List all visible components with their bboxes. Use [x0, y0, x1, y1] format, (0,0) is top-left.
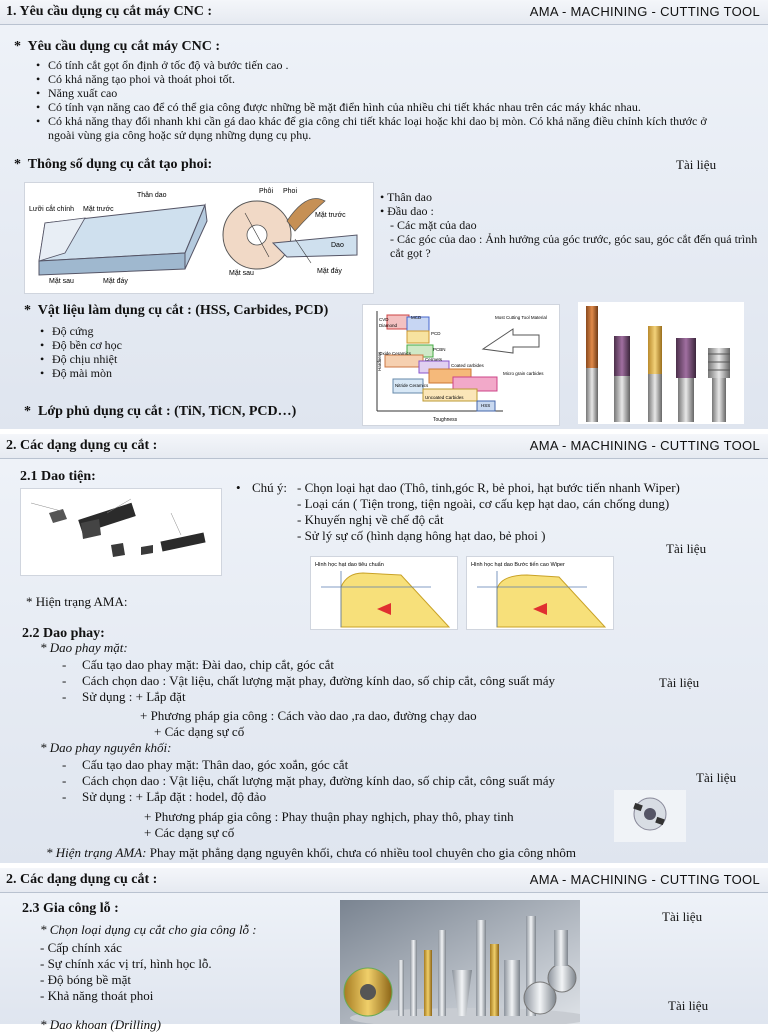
params-note: • Thân dao — [380, 190, 432, 204]
note-item: - Loại cán ( Tiện trong, tiện ngoài, cơ cấu kẹp hạt dao, cán chống dung) — [297, 496, 670, 511]
turning-title: 2.1 Dao tiện: — [20, 469, 96, 484]
params-notes — [380, 190, 760, 260]
note-item: - Chọn loại hạt dao (Thô, tinh,góc R, bẻ phoi, hạt bước tiến nhanh Wiper) — [297, 480, 680, 495]
list-item: - Khả năng thoát phoi — [40, 988, 154, 1003]
list-item: - Cấu tạo dao phay mặt: Đài dao, chip cắt, góc cắt — [62, 657, 662, 673]
chart-label: PCD — [431, 331, 441, 336]
note-label: Chú ý: — [252, 480, 288, 495]
params-note: • Đầu dao : — [380, 204, 434, 218]
list-item: • Có khả năng thay đổi nhanh khi cần gá dao khác để gia công chi tiết khác loại hoặc khi dao bị mòn. Có khả năng điều chỉnh kích thước ở ngoài vùng gia công hoặc sử dụng những dụng cụ phụ. — [36, 114, 736, 142]
chart-label: Diamond — [379, 323, 398, 328]
tai-lieu-link[interactable]: Tài liệu — [659, 675, 700, 690]
chart-label: Oxide Ceramics — [379, 351, 412, 356]
chart-label: CVD — [379, 317, 389, 322]
face-mill-title: * Dao phay mặt: — [40, 640, 128, 655]
params-title: * Thông số dụng cụ cắt tạo phoi: — [14, 157, 213, 172]
diagram-label: Thân dao — [137, 192, 167, 199]
ama-status-milling — [46, 845, 576, 861]
list-item: - Sự chính xác vị trí, hình học lỗ. — [40, 956, 212, 971]
section2-brand: AMA - MACHINING - CUTTING TOOL — [529, 438, 760, 453]
material-title: * Vật liệu làm dụng cụ cắt : (HSS, Carbides, PCD) — [24, 303, 329, 318]
star-bullet-icon: * — [24, 404, 31, 419]
turning-tool-svg — [21, 489, 221, 575]
diagram-label: Mặt sau — [229, 270, 254, 277]
list-item: - Độ bóng bề mặt — [40, 972, 131, 987]
end-mills-svg — [578, 302, 744, 424]
section1-header — [0, 0, 768, 25]
diagram-label: Lưỡi cắt chính — [29, 206, 75, 213]
star-bullet-icon: * — [14, 39, 21, 54]
section3-title: 2. Các dạng dụng cụ cắt : — [6, 872, 158, 887]
material-list — [40, 324, 240, 380]
bullet-dot-icon: • — [236, 480, 241, 495]
hole-subtitle: * Chọn loại dụng cụ cắt cho gia công lỗ : — [40, 922, 257, 937]
end-mill-thumb-svg — [614, 790, 686, 842]
ama-status-turning: * Hiện trạng AMA: — [26, 594, 128, 609]
insert-caption: Hình học hạt dao tiêu chuẩn — [315, 562, 384, 568]
star-bullet-icon: * — [14, 157, 21, 172]
params-note: - Các mặt của dao — [390, 218, 477, 232]
solid-mill-sub: + Phương pháp gia công : Phay thuận phay nghịch, phay thô, phay tinh — [144, 809, 514, 824]
hole-tools-svg — [340, 900, 580, 1024]
list-item: - Sử dụng : + Lắp đặt : hodel, độ đảo — [62, 789, 662, 805]
face-mill-list — [62, 657, 662, 705]
note-item: - Sử lý sự cố (hình dạng hông hạt dao, bẻ phoi ) — [297, 528, 546, 543]
diagram-label: Dao — [331, 242, 344, 249]
list-item: • Có khả năng tạo phoi và thoát phoi tốt. — [36, 72, 736, 86]
chart-label: PCBN — [433, 347, 446, 352]
note-item: - Khuyến nghị về chế độ cắt — [297, 512, 444, 527]
end-mills-photo — [578, 302, 744, 424]
list-item: • Độ mài mòn — [40, 366, 240, 380]
chart-label: Uncoated Carbides — [425, 395, 464, 400]
standard-insert-svg — [311, 557, 457, 629]
section1-title: 1. Yêu cầu dụng cụ cắt máy CNC : — [6, 4, 212, 19]
milling-title: 2.2 Dao phay: — [22, 626, 105, 641]
list-item: • Năng xuất cao — [36, 86, 736, 100]
tool-material-svg — [363, 305, 559, 425]
wiper-insert-svg — [467, 557, 613, 629]
chart-label: Micro grain carbides — [503, 371, 544, 376]
list-item: - Cách chọn dao : Vật liệu, chất lượng mặt phay, đường kính dao, số chip cắt, công suất máy — [62, 773, 662, 789]
chart-label: Toughness — [433, 417, 458, 423]
diagram-label: Mặt sau — [49, 278, 74, 285]
section2-header — [0, 434, 768, 459]
ama-status-text: Phay mặt phẳng dạng nguyên khối, chưa có nhiều tool chuyên cho gia công nhôm — [146, 845, 576, 860]
drilling-line: * Dao khoan (Drilling) — [40, 1017, 161, 1032]
face-mill-sub: + Phương pháp gia công : Cách vào dao ,ra dao, đường chạy dao — [140, 708, 477, 723]
section2-title: 2. Các dạng dụng cụ cắt : — [6, 438, 158, 453]
chart-label: MCD — [411, 315, 422, 320]
tai-lieu-link[interactable]: Tài liệu — [696, 770, 737, 785]
solid-mill-list — [62, 757, 662, 805]
diagram-label: Phôi — [259, 188, 274, 195]
diagram-label: Mặt đáy — [103, 278, 128, 285]
list-item: • Độ cứng — [40, 324, 240, 338]
coating-title: * Lớp phủ dụng cụ cắt : (TiN, TiCN, PCD…) — [24, 404, 297, 419]
chart-label: HSS — [481, 403, 491, 408]
requirements-list — [36, 58, 736, 142]
chart-label: Cermets — [425, 357, 443, 362]
chart-label: Hardness — [377, 351, 382, 371]
tai-lieu-link[interactable]: Tài liệu — [666, 541, 707, 556]
list-item: • Có tính vạn năng cao để có thể gia công được những bề mặt điển hình của nhiều chi tiết khác nhau trên các máy khác nhau. — [36, 100, 736, 114]
diagram-label: Phoi — [283, 188, 298, 195]
diagram-label: Mặt đáy — [317, 268, 342, 275]
diagram-label: Mặt trước — [83, 206, 114, 213]
tool-geometry-svg — [25, 183, 373, 293]
section3-brand: AMA - MACHINING - CUTTING TOOL — [529, 872, 760, 887]
hole-list — [40, 940, 300, 1004]
list-item: - Cách chọn dao : Vật liệu, chất lượng mặt phay, đường kính dao, số chip cắt, công suất máy — [62, 673, 662, 689]
turning-tool-diagram — [20, 488, 222, 576]
section3-header — [0, 868, 768, 893]
chart-label: Nitride Ceramics — [395, 383, 429, 388]
list-item: - Cấu tạo dao phay mặt: Thân dao, góc xoắn, góc cắt — [62, 757, 662, 773]
star-bullet-icon: * — [24, 303, 31, 318]
standard-insert-diagram — [310, 556, 458, 630]
tai-lieu-link[interactable]: Tài liệu — [662, 909, 703, 924]
solid-mill-title: * Dao phay nguyên khối: — [40, 740, 172, 755]
face-mill-sub: + Các dạng sự cố — [154, 724, 245, 739]
diagram-label: Mặt trước — [315, 212, 346, 219]
chart-label: Coated carbides — [451, 363, 484, 368]
wiper-insert-diagram — [466, 556, 614, 630]
chart-label: Most Cutting Tool Material — [495, 315, 547, 320]
list-item: - Cấp chính xác — [40, 940, 122, 955]
list-item: - Sử dụng : + Lắp đặt — [62, 689, 662, 705]
requirements-title: * Yêu cầu dụng cụ cắt máy CNC : — [14, 39, 220, 54]
hole-tools-photo — [340, 900, 580, 1024]
params-note: - Các góc của dao : Ảnh hưởng của góc trước, góc sau, góc cắt đến quá trình cắt gọt ? — [390, 232, 758, 260]
list-item: • Độ chịu nhiệt — [40, 352, 240, 366]
hole-title: 2.3 Gia công lỗ : — [22, 901, 119, 916]
solid-mill-sub: + Các dạng sự cố — [144, 825, 235, 840]
list-item: • Độ bền cơ học — [40, 338, 240, 352]
tool-geometry-diagram — [24, 182, 374, 294]
section1-brand: AMA - MACHINING - CUTTING TOOL — [529, 4, 760, 19]
tai-lieu-link[interactable]: Tài liệu — [668, 998, 709, 1013]
tai-lieu-link[interactable]: Tài liệu — [676, 157, 717, 172]
insert-caption: Hình học hạt dao Bước tiến cao Wiper — [471, 562, 565, 568]
tool-material-chart — [362, 304, 560, 426]
list-item: • Có tính cắt gọt ổn định ở tốc độ và bước tiến cao . — [36, 58, 736, 72]
ama-status-label: * Hiện trạng AMA: — [46, 845, 147, 860]
end-mill-thumbnail — [614, 790, 686, 842]
